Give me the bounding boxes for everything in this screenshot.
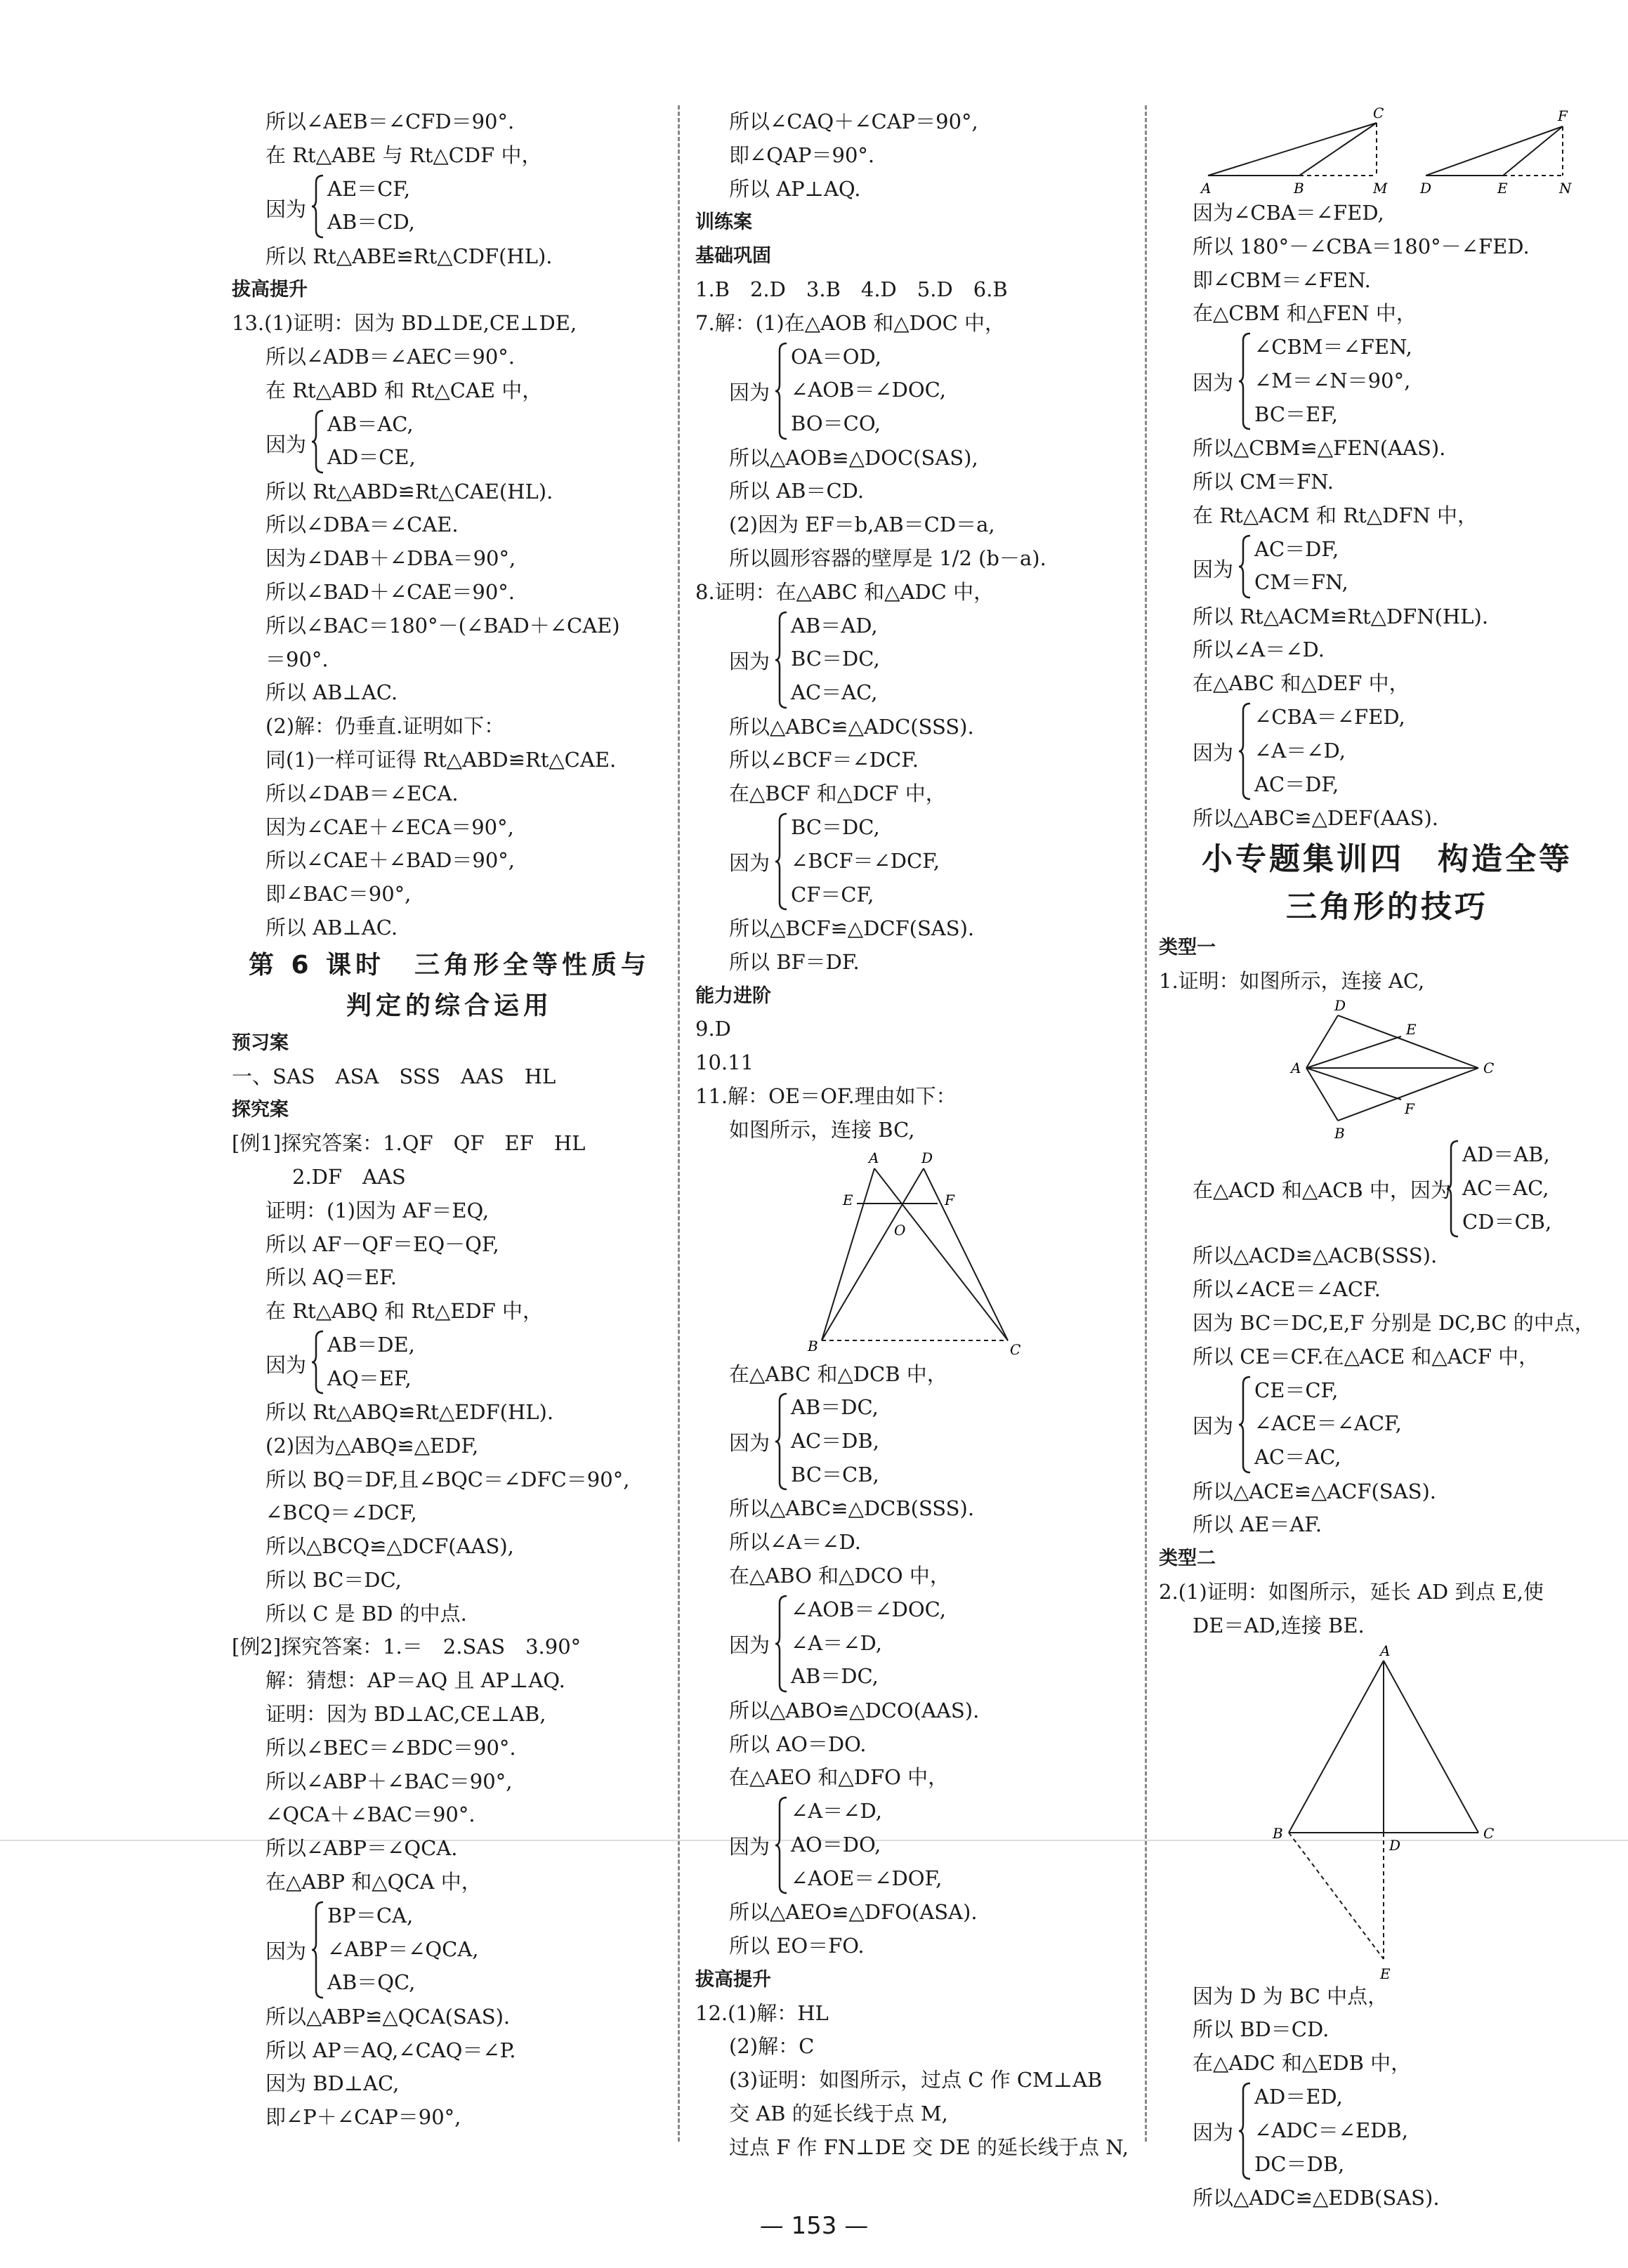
system-row: BC＝CB, [791, 1462, 879, 1486]
system-row: ∠M＝∠N＝90°, [1254, 368, 1411, 393]
system-lead: 因为 [1193, 740, 1234, 765]
text-line: 所以 Rt△ABD≌Rt△CAE(HL). [265, 479, 553, 503]
system-row: DC＝DB, [1254, 2151, 1345, 2176]
text-line: 所以∠A＝∠D. [1193, 638, 1325, 662]
text-line: 所以 BQ＝DF,且∠BQC＝∠DFC＝90°, [265, 1467, 630, 1491]
system-row: CM＝FN, [1254, 570, 1348, 595]
system-row: AC＝DF, [1254, 772, 1339, 796]
system-lead: 在△ACD 和△ACB 中，因为 [1193, 1178, 1451, 1203]
text-line: 解：猜想：AP＝AQ 且 AP⊥AQ. [265, 1668, 565, 1693]
text-line: 12.(1)解：HL [695, 2000, 829, 2025]
text-line: 交 AB 的延长线于点 M, [729, 2101, 948, 2125]
system-row: AB＝CD, [327, 210, 415, 235]
section-heading: 基础巩固 [695, 245, 771, 268]
text-line: 9.D [695, 1017, 731, 1041]
equation-system [232, 1329, 667, 1396]
text-line: 因为 D 为 BC 中点， [1193, 1984, 1389, 2008]
text-line: 所以∠AEB＝∠CFD＝90°. [265, 110, 515, 133]
column-divider [678, 105, 680, 2142]
system-row: AB＝DC, [791, 1395, 879, 1420]
figure-label: F [1558, 107, 1568, 124]
text-line: 在△ADC 和△EDB 中， [1193, 2051, 1412, 2076]
text-line: 所以∠ACE＝∠ACF. [1193, 1277, 1381, 1302]
text-line: 所以 AO＝DO. [729, 1732, 867, 1756]
figure-label: C [1373, 105, 1384, 121]
text-line: 所以∠DAB＝∠ECA. [265, 781, 459, 805]
figure-label: B [1273, 1824, 1283, 1842]
equation-system [1159, 1138, 1615, 1239]
system-lead: 因为 [729, 1633, 770, 1657]
text-line: 所以△ABC≌△DCB(SSS). [729, 1496, 975, 1521]
text-line: ∠QCA＋∠BAC＝90°. [265, 1802, 475, 1827]
text-line: 一、SAS ASA SSS AAS HL [232, 1064, 556, 1088]
text-line: 证明：(1)因为 AF＝EQ, [265, 1198, 490, 1222]
equation-system [695, 1391, 1131, 1492]
brace-icon [310, 409, 326, 474]
section-heading: 拔高提升 [695, 1968, 771, 1991]
text-line: 所以 C 是 BD 的中点. [265, 1601, 467, 1626]
page-number: — 153 — [759, 2212, 869, 2240]
text-line: 所以△ABO≌△DCO(AAS). [729, 1698, 980, 1722]
figure-label: D [1334, 998, 1346, 1015]
text-line: 所以 AB⊥AC. [265, 915, 398, 939]
text-line: 所以∠ABP＝∠QCA. [265, 1836, 458, 1861]
column-middle [695, 105, 1131, 2164]
text-line: 在 Rt△ACM 和 Rt△DFN 中， [1193, 503, 1478, 527]
text-line: 所以△AOB≌△DOC(SAS), [729, 445, 978, 470]
text-line: 所以 AB＝CD. [729, 479, 865, 503]
equation-system [1159, 701, 1615, 802]
text-line: 所以△ADC≌△EDB(SAS). [1193, 2185, 1440, 2210]
text-line: 所以∠ADB＝∠AEC＝90°. [265, 344, 516, 369]
text-line: 8.证明：在△ABC 和△ADC 中， [695, 579, 994, 604]
system-row: AB＝AC, [327, 411, 414, 436]
text-line: 所以△ACD≌△ACB(SSS). [1193, 1244, 1438, 1268]
figure-label: F [945, 1191, 954, 1208]
lesson-title: 第 6 课时 三角形全等性质与 [248, 950, 651, 980]
text-line: 在△AEO 和△DFO 中， [729, 1765, 949, 1790]
system-row: ∠A＝∠D, [791, 1799, 882, 1824]
figure-label: A [1291, 1060, 1301, 1077]
brace-icon [774, 812, 789, 911]
section-heading: 预习案 [232, 1031, 289, 1054]
text-line: 所以∠CAE＋∠BAD＝90°, [265, 848, 516, 873]
system-row: ∠BCF＝∠DCF, [791, 848, 940, 873]
system-row: AB＝DE, [327, 1332, 415, 1357]
text-line: 所以△AEO≌△DFO(ASA). [729, 1900, 978, 1925]
text-line: 因为∠DAB＋∠DBA＝90°, [265, 546, 516, 571]
text-line: 如图所示，连接 BC, [729, 1117, 915, 1142]
system-row: OA＝OD, [791, 344, 881, 369]
text-line: 10.11 [695, 1050, 754, 1075]
system-lead: 因为 [265, 197, 307, 221]
equation-system [1159, 1374, 1615, 1475]
text-line: 所以 CE＝CF.在△ACE 和△ACF 中， [1193, 1344, 1540, 1369]
text-line: 即∠QAP＝90°. [729, 143, 875, 167]
text-line: 所以 AP＝AQ,∠CAQ＝∠P. [265, 2038, 516, 2062]
system-lead: 因为 [1193, 371, 1234, 395]
brace-icon [774, 342, 789, 440]
figure-label: O [894, 1221, 906, 1239]
fig5-figure [1159, 1643, 1594, 1980]
equation-system [695, 341, 1131, 442]
system-row: AB＝AD, [791, 613, 878, 638]
system-row: AO＝DO, [791, 1832, 881, 1857]
text-line: 在△ABP 和△QCA 中， [265, 1870, 482, 1894]
equation-system [695, 811, 1131, 912]
text-line: (2)因为 EF＝b,AB＝CD＝a, [729, 513, 995, 537]
text-line: 所以 Rt△ACM≌Rt△DFN(HL). [1193, 604, 1489, 628]
system-row: AB＝QC, [327, 1970, 416, 1995]
system-row: ∠A＝∠D, [791, 1630, 882, 1655]
text-line: 所以 AE＝AF. [1193, 1512, 1322, 1537]
system-lead: 因为 [1193, 1413, 1234, 1438]
text-line: 所以 CM＝FN. [1193, 469, 1334, 494]
equation-system [1159, 533, 1615, 600]
system-lead: 因为 [265, 1939, 307, 1963]
text-line: 所以 AP⊥AQ. [729, 176, 861, 201]
figure-label: B [1294, 180, 1304, 197]
text-line: (2)解：仍垂直.证明如下： [265, 714, 505, 739]
brace-icon [310, 1901, 326, 1999]
text-line: 所以圆形容器的壁厚是 1/2 (b－a). [729, 546, 1046, 570]
system-row: AC＝DB, [791, 1429, 879, 1453]
text-line: (2)因为△ABQ≌△EDF, [265, 1433, 479, 1458]
system-lead: 因为 [729, 1835, 770, 1859]
lesson-title: 判定的综合运用 [346, 991, 553, 1020]
figure-label: D [921, 1149, 933, 1166]
system-row: BC＝DC, [791, 647, 880, 671]
text-line: 在△ABC 和△DEF 中， [1193, 671, 1410, 696]
system-row: AC＝DF, [1254, 536, 1339, 561]
system-row: ∠AOB＝∠DOC, [791, 1597, 947, 1621]
text-line: 即∠P＋∠CAP＝90°, [265, 2105, 461, 2130]
brace-icon [1238, 1376, 1253, 1474]
system-lead: 因为 [729, 380, 770, 404]
figure-label: A [869, 1149, 879, 1166]
equation-system [232, 1899, 667, 2000]
system-row: AE＝CF, [327, 176, 411, 201]
system-row: AD＝ED, [1254, 2084, 1343, 2109]
text-line: 所以 180°－∠CBA＝180°－∠FED. [1193, 234, 1530, 258]
text-line: 1.B 2.D 3.B 4.D 5.D 6.B [695, 277, 1008, 301]
figure-label: B [1334, 1125, 1345, 1139]
text-line: (3)证明：如图所示，过点 C 作 CM⊥AB [729, 2068, 1103, 2092]
fig3-figure [1159, 105, 1608, 197]
system-row: BO＝CO, [791, 411, 881, 436]
system-row: AQ＝EF, [327, 1366, 412, 1390]
figure-label: D [1420, 180, 1432, 197]
figure-label: E [1380, 1965, 1391, 1980]
text-line: ＝90°. [265, 647, 329, 671]
column-right [1159, 105, 1615, 2215]
system-row: AC＝AC, [791, 680, 878, 705]
system-row: ∠AOE＝∠DOF, [791, 1866, 943, 1890]
system-row: ∠A＝∠D, [1254, 738, 1346, 763]
text-line: 所以△ACE≌△ACF(SAS). [1193, 1479, 1436, 1503]
text-line: 所以△ABC≌△DEF(AAS). [1193, 805, 1439, 830]
figure-label: N [1559, 180, 1572, 197]
text-line: 在△ABC 和△DCB 中， [729, 1362, 947, 1386]
system-row: BC＝DC, [791, 815, 880, 839]
brace-icon [1238, 534, 1253, 599]
system-lead: 因为 [1193, 557, 1234, 581]
figure-label: A [1201, 180, 1212, 197]
text-line: 即∠BAC＝90°, [265, 882, 412, 906]
system-row: AD＝AB, [1462, 1142, 1550, 1167]
equation-system [695, 1795, 1131, 1896]
text-line: 在△ABO 和△DCO 中， [729, 1563, 950, 1588]
system-lead: 因为 [729, 1431, 770, 1456]
text-line: 所以 BC＝DC, [265, 1567, 402, 1592]
brace-icon [774, 1392, 789, 1491]
fig4-figure [1159, 998, 1594, 1138]
text-line: 所以∠BCF＝∠DCF. [729, 748, 919, 772]
text-line: [例2]探究答案：1.＝ 2.SAS 3.90° [232, 1635, 582, 1659]
brace-icon [1238, 2082, 1253, 2180]
figure-label: C [1010, 1340, 1021, 1358]
text-line: 同(1)一样可证得 Rt△ABD≌Rt△CAE. [265, 747, 617, 772]
text-line: 所以 BD＝CD. [1193, 2017, 1330, 2042]
text-line: 所以 AQ＝EF. [265, 1265, 397, 1290]
text-line: 所以 AF－QF＝EQ－QF, [265, 1232, 499, 1256]
equation-system [1159, 331, 1615, 432]
brace-icon [774, 1595, 789, 1693]
system-row: CF＝CF, [791, 882, 874, 906]
brace-icon [774, 611, 789, 709]
brace-icon [1445, 1140, 1461, 1238]
text-line: 所以∠ABP＋∠BAC＝90°, [265, 1769, 513, 1793]
system-row: ∠CBA＝∠FED, [1254, 704, 1405, 729]
text-line: 所以△ABC≌△ADC(SSS). [729, 714, 974, 739]
figure-label: C [1483, 1824, 1495, 1842]
text-line: 所以∠DBA＝∠CAE. [265, 513, 459, 537]
text-line: 所以∠BEC＝∠BDC＝90°. [265, 1735, 516, 1760]
text-line: 在△BCF 和△DCF 中， [729, 782, 946, 806]
topic-title: 三角形的技巧 [1286, 888, 1488, 925]
system-row: AC＝AC, [1254, 1445, 1341, 1470]
section-heading: 类型一 [1159, 936, 1216, 958]
text-line: 在 Rt△ABQ 和 Rt△EDF 中， [265, 1299, 544, 1324]
text-line: 所以∠BAC＝180°－(∠BAD＋∠CAE) [265, 613, 620, 638]
text-line: 所以△BCF≌△DCF(SAS). [729, 916, 975, 940]
section-heading: 拔高提升 [232, 279, 308, 301]
system-lead: 因为 [729, 850, 770, 875]
text-line: 2.(1)证明：如图所示，延长 AD 到点 E,使 [1159, 1579, 1544, 1604]
text-line: 所以 Rt△ABQ≌Rt△EDF(HL). [265, 1399, 554, 1424]
system-row: AB＝DC, [791, 1664, 879, 1689]
column-left [232, 105, 667, 2135]
section-heading: 类型二 [1159, 1548, 1216, 1570]
figure-label: F [1405, 1100, 1414, 1118]
figure-label: A [1380, 1642, 1391, 1659]
equation-system [695, 609, 1131, 711]
system-lead: 因为 [729, 649, 770, 673]
system-row: AD＝CE, [327, 445, 416, 470]
figure-label: B [808, 1337, 818, 1354]
text-line: 即∠CBM＝∠FEN. [1193, 268, 1371, 292]
equation-system [232, 173, 667, 240]
fig2-figure [695, 1147, 1131, 1358]
equation-system [695, 1593, 1131, 1694]
text-line: 2.DF AAS [292, 1164, 406, 1189]
column-divider [1145, 105, 1147, 2142]
text-line: 所以 EO＝FO. [729, 1933, 865, 1958]
figure-label: M [1373, 180, 1388, 197]
system-row: ∠ABP＝∠QCA, [327, 1937, 479, 1961]
system-row: ∠ACE＝∠ACF, [1254, 1411, 1402, 1436]
topic-title: 小专题集训四 构造全等 [1202, 840, 1573, 877]
text-line: 因为∠CBA＝∠FED, [1193, 201, 1384, 225]
text-line: 证明：因为 BD⊥AC,CE⊥AB, [265, 1702, 546, 1727]
text-line: 在 Rt△ABE 与 Rt△CDF 中， [265, 143, 542, 167]
brace-icon [310, 1330, 326, 1395]
system-lead: 因为 [265, 432, 307, 456]
text-line: 因为∠CAE＋∠ECA＝90°, [265, 815, 514, 839]
text-line: 所以 AB⊥AC. [265, 680, 398, 705]
text-line: (2)解：C [729, 2034, 815, 2059]
system-row: BC＝EF, [1254, 402, 1339, 426]
text-line: 所以△ABP≌△QCA(SAS). [265, 2004, 511, 2029]
text-line: 1.证明：如图所示，连接 AC, [1159, 968, 1425, 993]
text-line: 所以 BF＝DF. [729, 949, 860, 974]
section-heading: 探究案 [232, 1099, 289, 1121]
figure-label: E [1406, 1021, 1417, 1039]
system-row: CE＝CF, [1254, 1378, 1339, 1402]
text-line: 所以∠CAQ＋∠CAP＝90°, [729, 110, 978, 133]
text-line: 7.解：(1)在△AOB 和△DOC 中， [695, 310, 1006, 335]
system-lead: 因为 [1193, 2120, 1234, 2144]
section-heading: 能力进阶 [695, 984, 771, 1007]
text-line: 过点 F 作 FN⊥DE 交 DE 的延长线于点 N, [729, 2135, 1129, 2159]
text-line: 所以△BCQ≌△DCF(AAS), [265, 1534, 514, 1559]
system-row: CD＝CB, [1462, 1209, 1552, 1234]
brace-icon [774, 1796, 789, 1894]
text-line: DE＝AD,连接 BE. [1193, 1613, 1365, 1637]
text-line: 所以∠BAD＋∠CAE＝90°. [265, 579, 516, 604]
system-lead: 因为 [265, 1352, 307, 1377]
text-line: 在△CBM 和△FEN 中， [1193, 301, 1417, 326]
system-row: BP＝CA, [327, 1903, 414, 1927]
brace-icon [1238, 702, 1253, 800]
system-row: ∠CBM＝∠FEN, [1254, 335, 1412, 360]
equation-system [1159, 2081, 1615, 2182]
text-line: 因为 BC＝DC,E,F 分别是 DC,BC 的中点， [1193, 1310, 1595, 1335]
text-line: 所以△CBM≌△FEN(AAS). [1193, 436, 1446, 461]
brace-icon [310, 174, 326, 239]
figure-label: E [843, 1191, 853, 1208]
text-line: 所以 Rt△ABE≌Rt△CDF(HL). [265, 244, 553, 268]
text-line: 所以∠A＝∠D. [729, 1530, 861, 1555]
system-row: AC＝AC, [1462, 1176, 1549, 1201]
section-heading: 训练案 [695, 211, 752, 234]
text-line: [例1]探究答案：1.QF QF EF HL [232, 1131, 586, 1156]
figure-label: E [1497, 180, 1508, 197]
brace-icon [1238, 332, 1253, 430]
figure-label: D [1389, 1836, 1401, 1854]
text-line: ∠BCQ＝∠DCF, [265, 1501, 417, 1525]
equation-system [232, 408, 667, 475]
system-row: ∠AOB＝∠DOC, [791, 378, 947, 402]
text-line: 11.解：OE＝OF.理由如下： [695, 1083, 957, 1108]
system-row: ∠ADC＝∠EDB, [1254, 2118, 1408, 2142]
text-line: 在 Rt△ABD 和 Rt△CAE 中， [265, 378, 543, 402]
text-line: 13.(1)证明：因为 BD⊥DE,CE⊥DE, [232, 311, 577, 336]
text-line: 因为 BD⊥AC, [265, 2071, 400, 2096]
figure-label: C [1483, 1060, 1495, 1077]
